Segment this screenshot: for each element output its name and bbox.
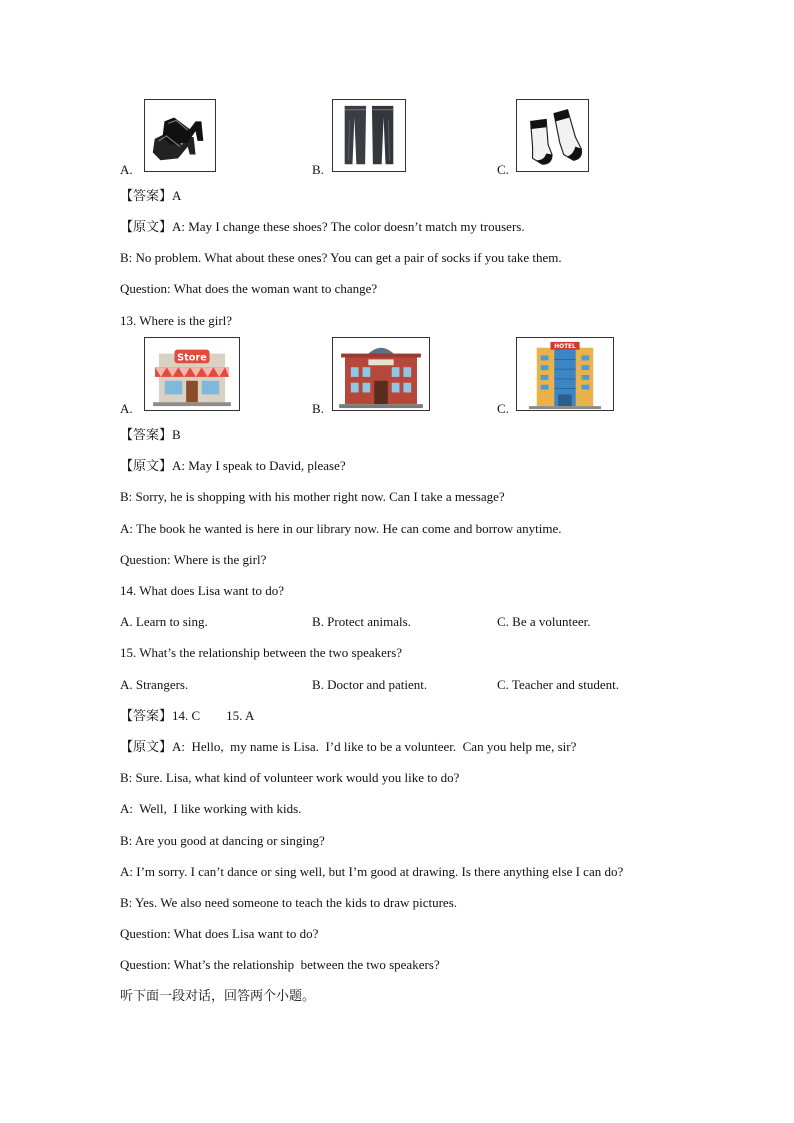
q12-option-b[interactable]: B. — [312, 162, 324, 177]
q13-script-line-4: Question: Where is the girl? — [120, 552, 267, 567]
q13-script-line-3: A: The book he wanted is here in our library now. He can come and borrow anytime. — [120, 521, 562, 536]
store-sign-text: Store — [177, 352, 207, 364]
q14-option-a[interactable]: A. Learn to sing. — [120, 614, 208, 629]
q12-script-line-3: Question: What does the woman want to change? — [120, 281, 378, 296]
q14-15-script-line-1: 【原文】A: Hello, my name is Lisa. I’d like to be a volunteer. Can you help me, sir? — [120, 739, 577, 754]
high-heel-shoes-image — [144, 99, 216, 172]
hotel-sign-text: HOTEL — [554, 344, 576, 351]
q14-option-c[interactable]: C. Be a volunteer. — [497, 614, 591, 629]
store-building-icon — [145, 338, 239, 410]
q14-15-script-line-3: A: Well, I like working with kids. — [120, 801, 302, 816]
trousers-image — [332, 99, 406, 172]
q15-option-b[interactable]: B. Doctor and patient. — [312, 677, 428, 692]
library-image — [332, 337, 430, 411]
hotel-building-icon — [517, 338, 613, 410]
q14-15-answer: 【答案】14. C 15. A — [120, 708, 255, 723]
q13-script-line-1: 【原文】A: May I speak to David, please? — [120, 458, 346, 473]
socks-image — [516, 99, 589, 172]
q12-option-a[interactable]: A. — [120, 162, 133, 177]
q12-option-c[interactable]: C. — [497, 162, 509, 177]
q14-15-script-line-2: B: Sure. Lisa, what kind of volunteer work would you like to do? — [120, 770, 460, 785]
q13-option-a[interactable]: A. — [120, 401, 133, 416]
q13-script-line-2: B: Sorry, he is shopping with his mother right now. Can I take a message? — [120, 489, 505, 504]
q14-option-b[interactable]: B. Protect animals. — [312, 614, 411, 629]
q15-option-c[interactable]: C. Teacher and student. — [497, 677, 619, 692]
q13-option-b[interactable]: B. — [312, 401, 324, 416]
library-building-icon — [333, 338, 429, 410]
q14-15-script-line-8: Question: What’s the relationship between the two speakers? — [120, 957, 440, 972]
q12-script-line-1: 【原文】A: May I change these shoes? The color doesn’t match my trousers. — [120, 219, 525, 234]
q13-question: 13. Where is the girl? — [120, 313, 233, 328]
trousers-icon — [333, 100, 405, 171]
section-instruction: 听下面一段对话，回答两个小题。 — [120, 989, 316, 1004]
q14-15-script-line-7: Question: What does Lisa want to do? — [120, 926, 319, 941]
q12-script-line-2: B: No problem. What about these ones? You can get a pair of socks if you take them. — [120, 250, 562, 265]
q15-question: 15. What’s the relationship between the two speakers? — [120, 645, 403, 660]
hotel-image — [516, 337, 614, 411]
q13-answer: 【答案】B — [120, 427, 181, 442]
q14-15-script-line-5: A: I’m sorry. I can’t dance or sing well, but I’m good at drawing. Is there anything else I can do? — [120, 864, 624, 879]
high-heel-shoes-icon — [145, 100, 215, 171]
q14-question: 14. What does Lisa want to do? — [120, 583, 285, 598]
q13-option-c[interactable]: C. — [497, 401, 509, 416]
socks-icon — [517, 100, 588, 171]
q15-option-a[interactable]: A. Strangers. — [120, 677, 189, 692]
store-image — [144, 337, 240, 411]
q12-answer: 【答案】A — [120, 188, 182, 203]
q14-15-script-line-6: B: Yes. We also need someone to teach the kids to draw pictures. — [120, 895, 458, 910]
q14-15-script-line-4: B: Are you good at dancing or singing? — [120, 833, 325, 848]
